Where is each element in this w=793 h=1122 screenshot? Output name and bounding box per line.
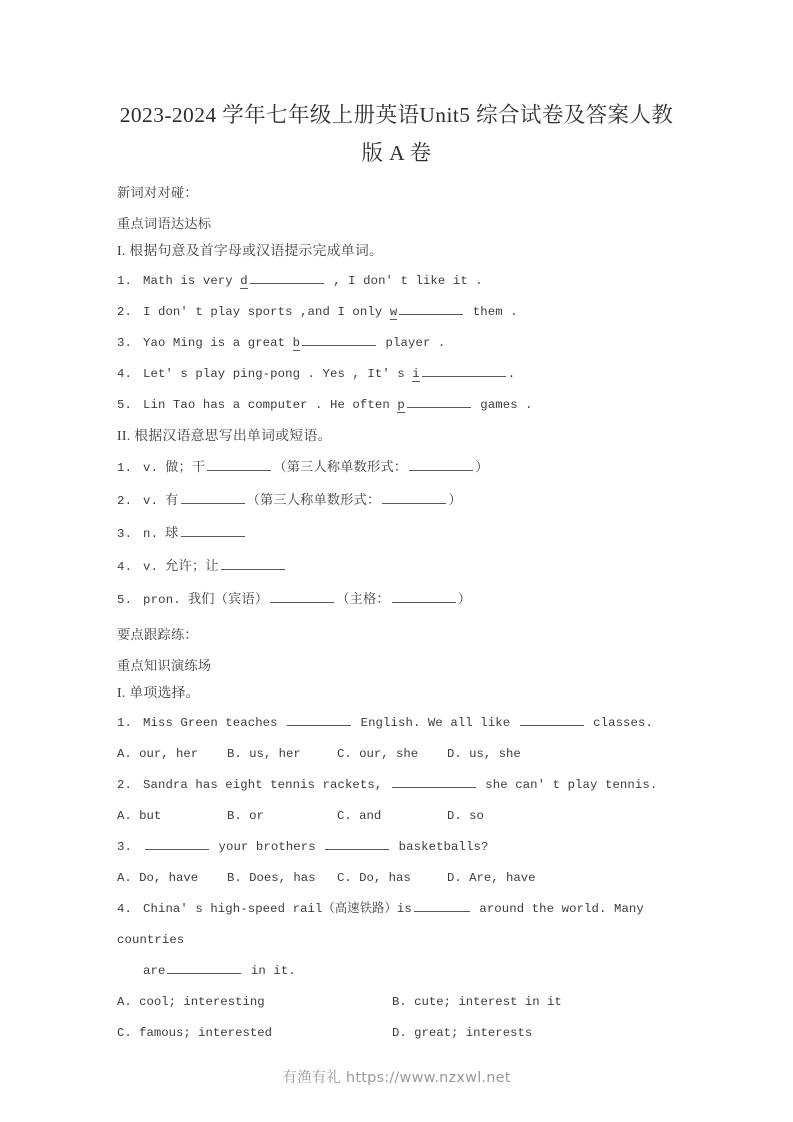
- question-item: [117, 770, 683, 801]
- question-text-mid: （主格：: [336, 591, 390, 606]
- question-seed-letter: b: [292, 336, 301, 350]
- option-row: [117, 801, 683, 832]
- question-text-post: she can' t play tennis.: [477, 778, 658, 792]
- question-text-cn: 球: [165, 525, 179, 540]
- section-one-part-label: I. 根据句意及首字母或汉语提示完成单词。: [117, 243, 384, 258]
- option-b[interactable]: B. us, her: [227, 747, 301, 761]
- question-text-post: .: [507, 367, 516, 381]
- part-of-speech: pron.: [143, 593, 181, 607]
- question-text-post: them .: [465, 305, 518, 319]
- question-item: [117, 832, 683, 863]
- question-text-pre: Yao Ming is a great: [143, 336, 293, 350]
- question-number: 5.: [117, 398, 132, 412]
- answer-blank[interactable]: [520, 714, 584, 726]
- answer-blank[interactable]: [392, 590, 456, 603]
- option-row: [117, 987, 683, 1018]
- question-text-mid: （第三人称单数形式：: [273, 459, 408, 474]
- question-seed-letter: d: [240, 274, 248, 288]
- question-text-cn: 允许；让: [165, 558, 219, 573]
- part-of-speech: v.: [143, 461, 159, 475]
- answer-blank[interactable]: [181, 524, 245, 537]
- question-continuation-line: [143, 956, 683, 987]
- question-text-cn: 做；干: [165, 459, 206, 474]
- document-body: [117, 180, 683, 1049]
- question-item: [117, 484, 683, 517]
- option-a[interactable]: A. Do, have: [117, 871, 199, 885]
- option-a[interactable]: A. our, her: [117, 747, 199, 761]
- option-c[interactable]: C. famous; interested: [117, 1026, 272, 1040]
- option-b[interactable]: B. or: [227, 809, 264, 823]
- question-text-tail: ）: [475, 459, 489, 474]
- section-three-heading: 要点跟踪练：: [117, 627, 198, 642]
- question-item: [117, 894, 683, 987]
- answer-blank[interactable]: [145, 838, 209, 850]
- question-number: 4.: [117, 902, 132, 916]
- option-d[interactable]: D. us, she: [447, 747, 521, 761]
- answer-blank[interactable]: [382, 491, 446, 504]
- question-text-post: around the world. Many countries: [117, 902, 644, 947]
- question-item: [117, 451, 683, 484]
- question-number: 5.: [117, 593, 133, 607]
- question-text-post: classes.: [585, 716, 653, 730]
- question-text-pre: China' s high-speed rail（高速铁路）is: [143, 902, 412, 916]
- option-d[interactable]: D. great; interests: [392, 1026, 533, 1040]
- question-item: [117, 390, 683, 421]
- option-a[interactable]: A. cool; interesting: [117, 995, 265, 1009]
- answer-blank[interactable]: [270, 590, 334, 603]
- question-number: 4.: [117, 367, 132, 381]
- question-text-pre: Let' s play ping-pong . Yes , It' s: [143, 367, 413, 381]
- question-number: 3.: [117, 840, 132, 854]
- answer-blank[interactable]: [325, 838, 389, 850]
- answer-blank[interactable]: [181, 491, 245, 504]
- question-text-mid: your brothers: [211, 840, 324, 854]
- answer-blank[interactable]: [207, 458, 271, 471]
- question-text-tail: ）: [448, 492, 462, 507]
- question-text-cn: 我们（宾语）: [187, 591, 269, 606]
- option-c[interactable]: C. Do, has: [337, 871, 411, 885]
- question-text-post2: in it.: [243, 964, 296, 978]
- question-number: 2.: [117, 305, 132, 319]
- part-of-speech: n.: [143, 527, 159, 541]
- option-row: [117, 739, 683, 770]
- question-item: [117, 297, 683, 328]
- footer-watermark: 有渔有礼 https://www.nzxwl.net: [282, 1070, 511, 1086]
- question-number: 1.: [117, 274, 132, 288]
- answer-blank[interactable]: [302, 334, 376, 346]
- question-text-post: games .: [472, 398, 533, 412]
- option-d[interactable]: D. Are, have: [447, 871, 536, 885]
- section-three-part-label: I. 单项选择。: [117, 685, 200, 700]
- answer-blank[interactable]: [407, 396, 471, 408]
- question-text-pre: Sandra has eight tennis rackets,: [143, 778, 390, 792]
- question-text-mid: English. We all like: [353, 716, 518, 730]
- question-item: [117, 517, 683, 550]
- question-number: 2.: [117, 494, 133, 508]
- option-c[interactable]: C. our, she: [337, 747, 419, 761]
- part-of-speech: v.: [143, 560, 159, 574]
- question-item: [117, 328, 683, 359]
- option-d[interactable]: D. so: [447, 809, 484, 823]
- question-seed-letter: i: [412, 367, 420, 381]
- answer-blank[interactable]: [422, 365, 506, 377]
- question-text-post: basketballs?: [391, 840, 489, 854]
- answer-blank[interactable]: [392, 776, 476, 788]
- question-item: [117, 583, 683, 616]
- part-of-speech: v.: [143, 494, 159, 508]
- question-item: [117, 550, 683, 583]
- answer-blank[interactable]: [221, 557, 285, 570]
- question-item: [117, 708, 683, 739]
- question-text-cn: 有: [165, 492, 179, 507]
- answer-blank[interactable]: [409, 458, 473, 471]
- question-number: 1.: [117, 461, 133, 475]
- question-number: 2.: [117, 778, 132, 792]
- question-text-pre2: are: [143, 964, 166, 978]
- question-number: 4.: [117, 560, 133, 574]
- question-text-pre: Lin Tao has a computer . He often: [143, 398, 398, 412]
- question-text-pre: I don' t play sports ,and I only: [143, 305, 390, 319]
- answer-blank[interactable]: [414, 900, 470, 912]
- section-one-heading: 新词对对碰：: [117, 185, 198, 200]
- section-three-subheading: 重点知识演练场: [117, 658, 212, 673]
- question-number: 1.: [117, 716, 132, 730]
- answer-blank[interactable]: [287, 714, 351, 726]
- question-text-post: player .: [378, 336, 446, 350]
- question-text-tail: ）: [457, 591, 472, 606]
- question-seed-letter: w: [389, 305, 398, 319]
- option-row: [117, 863, 683, 894]
- question-item: [117, 359, 683, 390]
- option-c[interactable]: C. and: [337, 809, 382, 823]
- question-text-mid: （第三人称单数形式：: [246, 492, 381, 507]
- question-text-post: , I don' t like it .: [325, 274, 483, 288]
- answer-blank[interactable]: [250, 272, 324, 284]
- answer-blank[interactable]: [399, 303, 463, 315]
- question-number: 3.: [117, 527, 133, 541]
- question-text-pre: Miss Green teaches: [143, 716, 286, 730]
- section-one-subheading: 重点词语达达标: [117, 216, 212, 231]
- section-two-part-label: II. 根据汉语意思写出单词或短语。: [117, 428, 332, 443]
- option-b[interactable]: B. cute; interest in it: [392, 995, 562, 1009]
- answer-blank[interactable]: [167, 962, 241, 974]
- option-b[interactable]: B. Does, has: [227, 871, 316, 885]
- question-text-pre: Math is very: [143, 274, 241, 288]
- page-title: 2023-2024 学年七年级上册英语Unit5 综合试卷及答案人教版 A 卷: [119, 103, 674, 165]
- option-a[interactable]: A. but: [117, 809, 162, 823]
- question-number: 3.: [117, 336, 132, 350]
- question-seed-letter: p: [397, 398, 405, 412]
- option-row: [117, 1018, 683, 1049]
- question-item: [117, 266, 683, 297]
